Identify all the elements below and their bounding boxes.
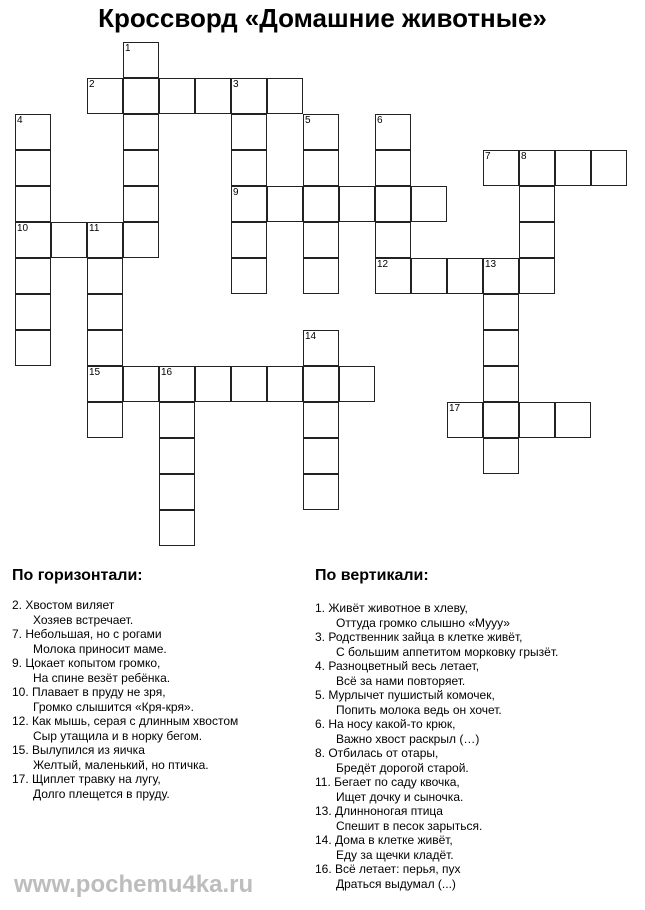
crossword-cell[interactable] xyxy=(267,78,303,114)
clue-line-first: 13. Длинноногая птица xyxy=(315,804,443,818)
clue-line-first: 10. Плавает в пруду не зря, xyxy=(12,685,166,699)
crossword-cell[interactable] xyxy=(555,402,591,438)
crossword-cell[interactable] xyxy=(303,258,339,294)
crossword-cell[interactable] xyxy=(87,258,123,294)
clue-line-second: Важно хвост раскрыл (…) xyxy=(336,731,480,746)
clue-item xyxy=(12,685,238,714)
crossword-cell[interactable] xyxy=(375,258,411,294)
across-heading: По горизонтали: xyxy=(12,567,143,584)
clue-line-second: Желтый, маленький, но птичка. xyxy=(33,757,209,772)
clue-number: 13 xyxy=(485,259,497,270)
crossword-cell[interactable] xyxy=(483,150,519,186)
clue-item xyxy=(12,598,238,627)
clue-line-second: Спешит в песок зарыться. xyxy=(336,818,483,833)
crossword-cell[interactable] xyxy=(15,114,51,150)
crossword-cell[interactable] xyxy=(123,42,159,78)
crossword-cell[interactable] xyxy=(159,510,195,546)
crossword-cell[interactable] xyxy=(159,366,195,402)
crossword-cell[interactable] xyxy=(303,222,339,258)
clue-line-second: С большим аппетитом морковку грызёт. xyxy=(336,644,559,659)
clue-number: 2 xyxy=(89,79,95,90)
across-clue-list xyxy=(12,598,238,801)
crossword-cell[interactable] xyxy=(339,186,375,222)
crossword-cell[interactable] xyxy=(231,186,267,222)
crossword-cell[interactable] xyxy=(87,78,123,114)
crossword-cell[interactable] xyxy=(195,78,231,114)
clue-line-second: Еду за щечки кладёт. xyxy=(336,847,454,862)
clue-item xyxy=(12,772,238,801)
crossword-cell[interactable] xyxy=(303,186,339,222)
crossword-cell[interactable] xyxy=(231,78,267,114)
crossword-cell[interactable] xyxy=(87,222,123,258)
clue-line-first: 16. Всё летает: перья, пух xyxy=(315,862,461,876)
crossword-cell[interactable] xyxy=(339,366,375,402)
down-clue-list xyxy=(315,601,558,891)
crossword-cell[interactable] xyxy=(231,222,267,258)
clue-line-first: 5. Мурлычет пушистый комочек, xyxy=(315,688,495,702)
crossword-cell[interactable] xyxy=(159,402,195,438)
clue-line-second: Попить молока ведь он хочет. xyxy=(336,702,502,717)
clue-line-second: На спине везёт ребёнка. xyxy=(33,670,171,685)
clue-line-first: 7. Небольшая, но с рогами xyxy=(12,627,162,641)
clue-line-first: 4. Разноцветный весь летает, xyxy=(315,659,480,673)
clue-item xyxy=(12,743,238,772)
clue-number: 11 xyxy=(89,223,100,234)
crossword-cell[interactable] xyxy=(519,258,555,294)
clue-line-second: Ищет дочку и сыночка. xyxy=(336,789,464,804)
clue-number: 9 xyxy=(233,187,239,198)
clue-line-second: Бредёт дорогой старой. xyxy=(336,760,469,775)
clue-item xyxy=(12,714,238,743)
crossword-cell[interactable] xyxy=(447,402,483,438)
crossword-cell[interactable] xyxy=(159,438,195,474)
crossword-cell[interactable] xyxy=(231,150,267,186)
clue-number: 5 xyxy=(305,115,311,126)
crossword-cell[interactable] xyxy=(87,294,123,330)
crossword-cell[interactable] xyxy=(483,366,519,402)
clue-line-first: 3. Родственник зайца в клетке живёт, xyxy=(315,630,523,644)
crossword-cell[interactable] xyxy=(123,366,159,402)
crossword-cell[interactable] xyxy=(51,222,87,258)
clue-number: 16 xyxy=(161,367,173,378)
crossword-cell[interactable] xyxy=(123,78,159,114)
crossword-cell[interactable] xyxy=(483,438,519,474)
crossword-cell[interactable] xyxy=(267,366,303,402)
site-watermark: www.pochemu4ka.ru xyxy=(14,871,254,898)
clue-item xyxy=(315,659,558,688)
crossword-cell[interactable] xyxy=(15,330,51,366)
down-heading: По вертикали: xyxy=(315,567,429,584)
crossword-cell[interactable] xyxy=(303,114,339,150)
clue-number: 12 xyxy=(377,259,389,270)
crossword-cell[interactable] xyxy=(483,258,519,294)
clue-item xyxy=(315,688,558,717)
crossword-cell[interactable] xyxy=(519,150,555,186)
crossword-cell[interactable] xyxy=(375,222,411,258)
clue-line-second: Оттуда громко слышно «Мууу» xyxy=(336,615,510,630)
crossword-cell[interactable] xyxy=(123,186,159,222)
crossword-cell[interactable] xyxy=(483,330,519,366)
clue-number: 8 xyxy=(521,151,527,162)
clue-line-second: Долго плещется в пруду. xyxy=(33,786,170,801)
crossword-cell[interactable] xyxy=(447,258,483,294)
crossword-cell[interactable] xyxy=(87,366,123,402)
crossword-cell[interactable] xyxy=(411,186,447,222)
crossword-cell[interactable] xyxy=(375,150,411,186)
clue-line-first: 6. На носу какой-то крюк, xyxy=(315,717,456,731)
clue-item xyxy=(315,833,558,862)
clue-line-second: Молока приносит маме. xyxy=(33,641,167,656)
crossword-cell[interactable] xyxy=(483,294,519,330)
clue-number: 10 xyxy=(17,223,29,234)
crossword-cell[interactable] xyxy=(303,474,339,510)
clue-number: 17 xyxy=(449,403,461,414)
clue-line-first: 11. Бегает по саду квочка, xyxy=(315,775,460,789)
crossword-cell[interactable] xyxy=(195,366,231,402)
crossword-cell[interactable] xyxy=(303,402,339,438)
crossword-cell[interactable] xyxy=(231,366,267,402)
clue-line-first: 9. Цокает копытом громко, xyxy=(12,656,161,670)
clue-line-first: 2. Хвостом виляет xyxy=(12,598,115,612)
crossword-cell[interactable] xyxy=(519,186,555,222)
clue-number: 14 xyxy=(305,331,317,342)
crossword-cell[interactable] xyxy=(87,402,123,438)
clue-line-first: 15. Вылупился из яичка xyxy=(12,743,145,757)
crossword-cell[interactable] xyxy=(303,150,339,186)
crossword-cell[interactable] xyxy=(483,402,519,438)
clue-item xyxy=(315,804,558,833)
clue-number: 1 xyxy=(125,43,131,54)
clue-number: 3 xyxy=(233,79,239,90)
clue-line-first: 17. Щиплет травку на лугу, xyxy=(12,772,161,786)
crossword-cell[interactable] xyxy=(555,150,591,186)
crossword-cell[interactable] xyxy=(15,150,51,186)
clue-line-first: 8. Отбилась от отары, xyxy=(315,746,439,760)
crossword-cell[interactable] xyxy=(15,258,51,294)
crossword-cell[interactable] xyxy=(231,258,267,294)
crossword-cell[interactable] xyxy=(303,438,339,474)
clue-line-first: 12. Как мышь, серая с длинным хвостом xyxy=(12,714,239,728)
clue-line-first: 1. Живёт животное в хлеву, xyxy=(315,601,468,615)
clue-number: 6 xyxy=(377,115,383,126)
clue-line-second: Всё за нами повторяет. xyxy=(336,673,466,688)
clue-line-second: Громко слышится «Кря-кря». xyxy=(33,699,194,714)
clue-item xyxy=(315,601,558,630)
clue-number: 4 xyxy=(17,115,23,126)
clue-item xyxy=(315,862,558,891)
crossword-cell[interactable] xyxy=(15,222,51,258)
crossword-cell[interactable] xyxy=(123,114,159,150)
crossword-cell[interactable] xyxy=(375,186,411,222)
crossword-cell[interactable] xyxy=(87,330,123,366)
crossword-cell[interactable] xyxy=(123,222,159,258)
crossword-cell[interactable] xyxy=(159,474,195,510)
crossword-cell[interactable] xyxy=(15,186,51,222)
clue-item xyxy=(12,656,238,685)
crossword-cell[interactable] xyxy=(519,402,555,438)
clue-line-second: Драться выдумал (...) xyxy=(336,876,456,891)
clue-item xyxy=(315,717,558,746)
crossword-cell[interactable] xyxy=(159,78,195,114)
clue-line-first: 14. Дома в клетке живёт, xyxy=(315,833,453,847)
crossword-cell[interactable] xyxy=(231,114,267,150)
page-title: Кроссворд «Домашние животные» xyxy=(98,3,547,33)
crossword-cell[interactable] xyxy=(519,222,555,258)
clue-number: 15 xyxy=(89,367,101,378)
crossword-cell[interactable] xyxy=(411,258,447,294)
crossword-cell[interactable] xyxy=(303,366,339,402)
clue-line-second: Хозяев встречает. xyxy=(33,612,134,627)
crossword-cell[interactable] xyxy=(15,294,51,330)
clue-item xyxy=(315,746,558,775)
clue-item xyxy=(315,775,558,804)
crossword-cell[interactable] xyxy=(303,330,339,366)
crossword-cell[interactable] xyxy=(375,114,411,150)
clue-line-second: Сыр утащила и в норку бегом. xyxy=(33,728,203,743)
clue-item xyxy=(315,630,558,659)
crossword-cell[interactable] xyxy=(267,186,303,222)
clue-item xyxy=(12,627,238,656)
crossword-cell[interactable] xyxy=(591,150,627,186)
clue-number: 7 xyxy=(485,151,491,162)
crossword-cell[interactable] xyxy=(123,150,159,186)
